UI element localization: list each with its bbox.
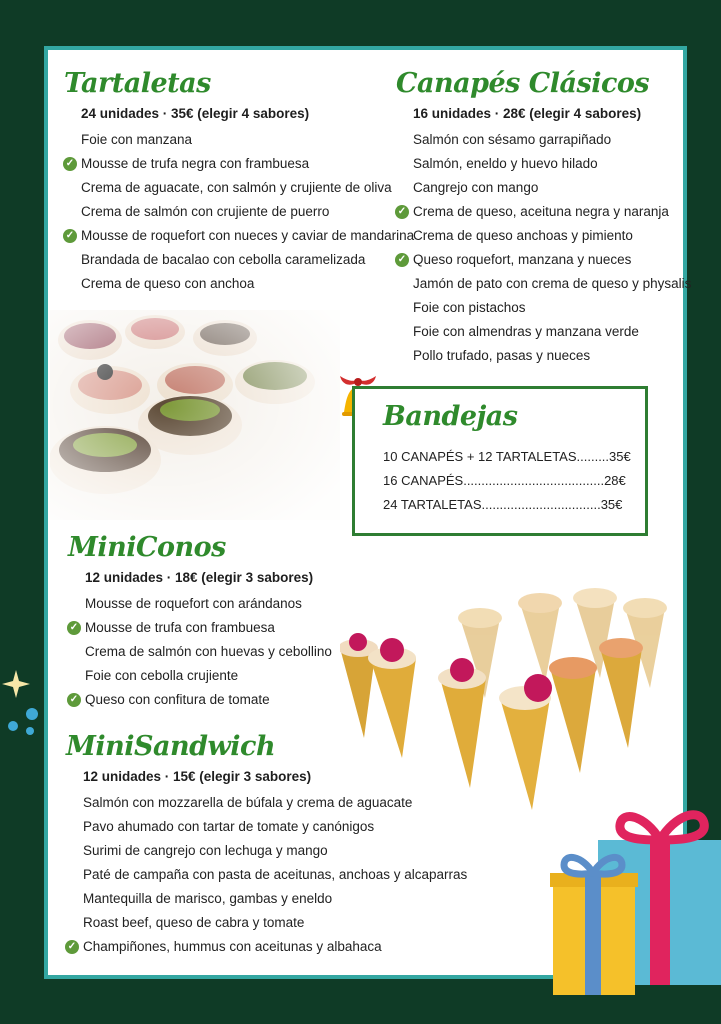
menu-item-label: Mantequilla de marisco, gambas y eneldo xyxy=(83,891,333,906)
menu-item xyxy=(64,152,414,176)
menu-item xyxy=(396,248,691,272)
menu-item xyxy=(396,176,691,200)
menu-item xyxy=(66,935,467,959)
menu-item-label: Foie con pistachos xyxy=(413,300,526,315)
tartaletas-subtitle: 24 unidades · 35€ (elegir 4 sabores) xyxy=(81,106,310,121)
menu-item-label: Jamón de pato con crema de queso y physalis xyxy=(413,276,692,291)
menu-item-label: Crema de queso anchoas y pimiento xyxy=(413,228,633,243)
menu-item xyxy=(396,272,691,296)
miniconos-subtitle: 12 unidades · 18€ (elegir 3 sabores) xyxy=(85,570,314,585)
menu-item-label: Foie con manzana xyxy=(81,132,193,147)
menu-item xyxy=(396,152,691,176)
check-icon: ✓ xyxy=(65,940,79,954)
menu-item xyxy=(66,911,467,935)
bandejas-box xyxy=(352,386,648,536)
menu-item-label: Mousse de trufa con frambuesa xyxy=(85,620,275,635)
minisandwich-section xyxy=(66,731,467,959)
menu-item-label: Foie con almendras y manzana verde xyxy=(413,324,639,339)
tartaletas-list xyxy=(64,128,414,296)
menu-item-label: Champiñones, hummus con aceitunas y albahaca xyxy=(83,939,382,954)
minisandwich-list xyxy=(66,791,467,959)
menu-item-label: Salmón, eneldo y huevo hilado xyxy=(413,156,598,171)
menu-item-label: Salmón con mozzarella de búfala y crema de aguacate xyxy=(83,795,413,810)
menu-item-label: Pavo ahumado con tartar de tomate y canónigos xyxy=(83,819,375,834)
menu-item xyxy=(396,224,691,248)
miniconos-section xyxy=(68,532,332,712)
bandeja-item: 16 CANAPÉS.......................................28€ xyxy=(383,473,626,488)
menu-item xyxy=(396,344,691,368)
tartaletas-title: Tartaletas xyxy=(64,68,211,99)
menu-item xyxy=(66,887,467,911)
menu-item xyxy=(68,592,332,616)
menu-item xyxy=(68,616,332,640)
bandejas-list xyxy=(383,445,631,517)
menu-item xyxy=(66,863,467,887)
check-icon: ✓ xyxy=(63,229,77,243)
bandeja-item: 24 TARTALETAS.................................35€ xyxy=(383,497,623,512)
menu-item-label: Queso roquefort, manzana y nueces xyxy=(413,252,632,267)
menu-item xyxy=(66,791,467,815)
menu-item-label: Crema de salmón con huevas y cebollino xyxy=(85,644,332,659)
menu-item-label: Foie con cebolla crujiente xyxy=(85,668,239,683)
bandeja-item: 10 CANAPÉS + 12 TARTALETAS.........35€ xyxy=(383,449,631,464)
menu-item xyxy=(66,815,467,839)
tartaletas-section xyxy=(64,68,414,296)
menu-item-label: Surimi de cangrejo con lechuga y mango xyxy=(83,843,328,858)
menu-item-label: Crema de queso con anchoa xyxy=(81,276,255,291)
check-icon: ✓ xyxy=(395,205,409,219)
menu-item xyxy=(64,176,414,200)
menu-item xyxy=(396,200,691,224)
tartaletas-photo xyxy=(50,310,340,520)
menu-item-label: Crema de aguacate, con salmón y crujiente de oliva xyxy=(81,180,392,195)
menu-item-label: Mousse de roquefort con nueces y caviar de mandarina xyxy=(81,228,415,243)
menu-item xyxy=(396,296,691,320)
check-icon: ✓ xyxy=(63,157,77,171)
canapes-list xyxy=(396,128,691,368)
menu-item xyxy=(68,664,332,688)
menu-item-label: Cangrejo con mango xyxy=(413,180,539,195)
menu-item xyxy=(64,224,414,248)
bandejas-title: Bandejas xyxy=(383,401,518,432)
miniconos-title: MiniConos xyxy=(68,532,226,563)
menu-item xyxy=(64,128,414,152)
canapes-title: Canapés Clásicos xyxy=(396,68,650,99)
canapes-subtitle: 16 unidades · 28€ (elegir 4 sabores) xyxy=(413,106,642,121)
menu-item-label: Crema de salmón con crujiente de puerro xyxy=(81,204,330,219)
menu-item xyxy=(64,272,414,296)
minisandwich-subtitle: 12 unidades · 15€ (elegir 3 sabores) xyxy=(83,769,312,784)
check-icon: ✓ xyxy=(395,253,409,267)
menu-item-label: Mousse de trufa negra con frambuesa xyxy=(81,156,310,171)
menu-item-label: Pollo trufado, pasas y nueces xyxy=(413,348,591,363)
menu-item-label: Roast beef, queso de cabra y tomate xyxy=(83,915,305,930)
menu-item-label: Brandada de bacalao con cebolla caramelizada xyxy=(81,252,366,267)
menu-item xyxy=(64,248,414,272)
sparkle-star-icon xyxy=(2,668,44,745)
canapes-section xyxy=(396,68,691,368)
miniconos-list xyxy=(68,592,332,712)
minisandwich-title: MiniSandwich xyxy=(66,731,276,762)
menu-item-label: Queso con confitura de tomate xyxy=(85,692,270,707)
menu-item xyxy=(66,839,467,863)
menu-item-label: Salmón con sésamo garrapiñado xyxy=(413,132,612,147)
menu-item xyxy=(64,200,414,224)
menu-item-label: Paté de campaña con pasta de aceitunas, anchoas y alcaparras xyxy=(83,867,468,882)
menu-item xyxy=(68,688,332,712)
menu-item-label: Mousse de roquefort con arándanos xyxy=(85,596,302,611)
menu-item xyxy=(396,320,691,344)
gift-box-icon xyxy=(550,795,721,1005)
menu-item xyxy=(68,640,332,664)
check-icon: ✓ xyxy=(67,621,81,635)
menu-item xyxy=(396,128,691,152)
check-icon: ✓ xyxy=(67,693,81,707)
menu-item-label: Crema de queso, aceituna negra y naranja xyxy=(413,204,669,219)
